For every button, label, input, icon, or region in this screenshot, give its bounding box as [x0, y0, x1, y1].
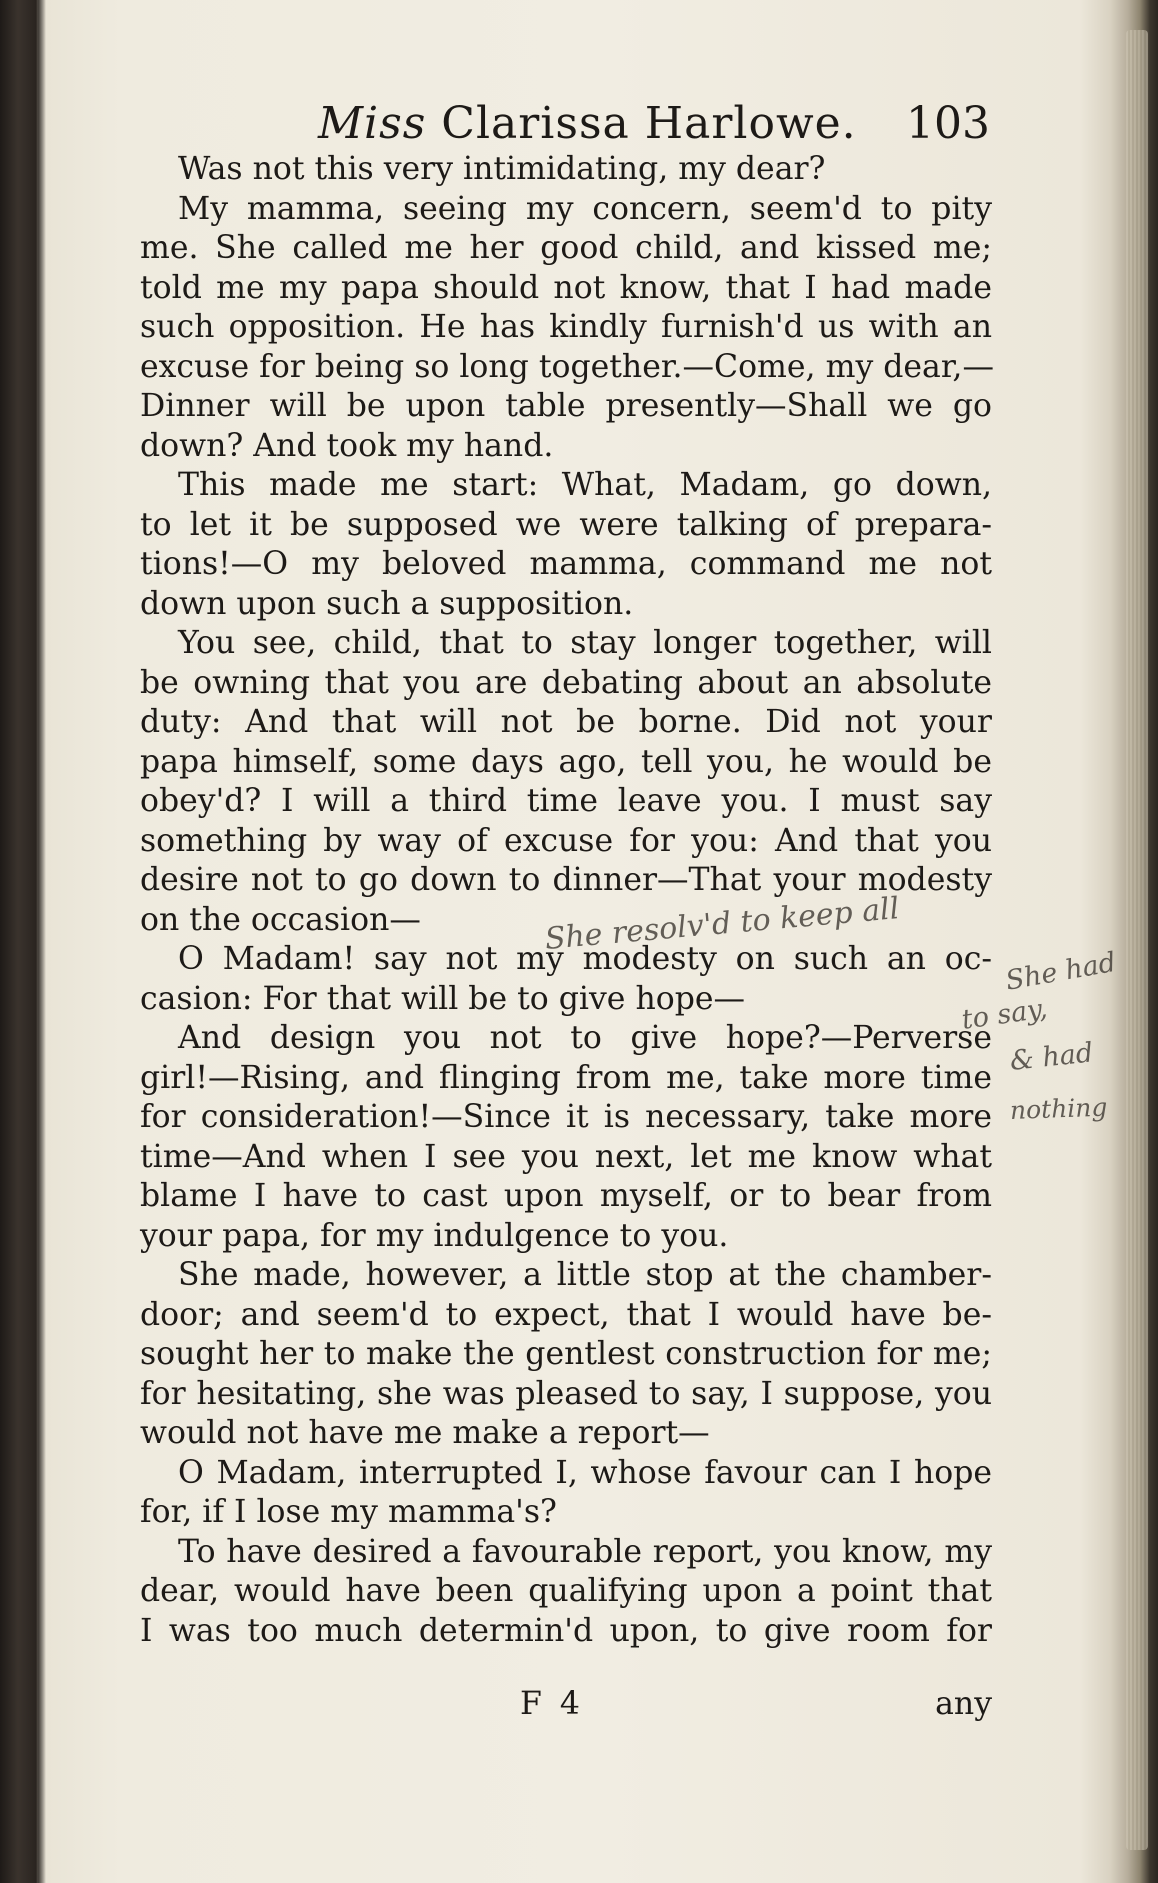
title-main: Clarissa Harlowe.	[441, 98, 857, 149]
text-line: duty: And that will not be borne. Did not your	[140, 704, 992, 740]
text-line: something by way of excuse for you: And that you	[140, 822, 992, 859]
text-line: desire not to go down to dinner—That your modesty	[140, 862, 992, 898]
text-line: on the occasion—	[140, 901, 421, 938]
text-line: blame I have to cast upon myself, or to bear from	[140, 1178, 992, 1214]
text-line: for consideration!—Since it is necessary, take more	[140, 1099, 992, 1135]
text-line: I was too much determin'd upon, to give room for	[140, 1612, 992, 1649]
text-line: Dinner will be upon table presently—Shall we go	[140, 388, 992, 424]
signature-mark: F 4	[520, 1686, 584, 1722]
text-line: your papa, for my indulgence to you.	[140, 1217, 729, 1254]
text-line: for, if I lose my mamma's?	[140, 1494, 557, 1530]
text-line: Was not this very intimidating, my dear?	[178, 151, 826, 187]
text-line: My mamma, seeing my concern, seem'd to pity	[178, 190, 992, 227]
text-line: O Madam! say not my modesty on such an oc-	[178, 941, 992, 977]
page-stack-edge	[1126, 30, 1148, 1850]
text-line: O Madam, interrupted I, whose favour can I hope	[178, 1454, 992, 1491]
handwritten-annotation: nothing	[1009, 1092, 1108, 1125]
text-line: such opposition. He has kindly furnish'd us with an	[140, 309, 992, 345]
text-line: sought her to make the gentlest construction for me;	[140, 1336, 992, 1372]
handwritten-annotation: & had	[1008, 1037, 1095, 1077]
running-header	[318, 98, 990, 158]
text-line: casion: For that will be to give hope—	[140, 980, 746, 1017]
handwritten-annotation: to say,	[959, 993, 1050, 1036]
text-line: time—And when I see you next, let me know what	[140, 1138, 992, 1175]
page-number: 103	[906, 98, 990, 149]
text-line: To have desired a favourable report, you know, my	[178, 1533, 992, 1570]
text-line: This made me start: What, Madam, go down,	[178, 467, 992, 503]
catchword: any	[935, 1686, 992, 1722]
handwritten-annotation: She resolv'd to keep all	[543, 891, 901, 957]
text-line: down? And took my hand.	[140, 427, 554, 464]
handwritten-annotation: She had	[1003, 946, 1119, 997]
running-title	[318, 98, 857, 149]
text-line: She made, however, a little stop at the chamber-	[178, 1257, 992, 1293]
gutter-shadow	[38, 0, 46, 1883]
page-footer	[140, 1686, 992, 1730]
text-line: would not have me make a report—	[140, 1415, 710, 1451]
text-line: girl!—Rising, and flinging from me, take more time	[140, 1059, 992, 1096]
text-line: And design you not to give hope?—Perverse	[178, 1020, 992, 1056]
title-prefix: Miss	[318, 98, 427, 149]
text-line: excuse for being so long together.—Come, my dear,—	[140, 348, 994, 385]
text-line: for hesitating, she was pleased to say, I suppose, you	[140, 1375, 992, 1412]
text-line: be owning that you are debating about an absolute	[140, 664, 992, 701]
text-line: obey'd? I will a third time leave you. I must say	[140, 783, 992, 819]
text-line: down upon such a supposition.	[140, 585, 634, 622]
text-line: dear, would have been qualifying upon a point that	[140, 1573, 992, 1609]
text-line: door; and seem'd to expect, that I would have be-	[140, 1296, 992, 1333]
text-line: You see, child, that to stay longer together, will	[178, 625, 992, 661]
text-line: me. She called me her good child, and kissed me;	[140, 230, 992, 266]
text-line: tions!—O my beloved mamma, command me not	[140, 546, 992, 582]
text-line: told me my papa should not know, that I had made	[140, 269, 992, 306]
text-line: papa himself, some days ago, tell you, he would be	[140, 743, 992, 780]
text-line: to let it be supposed we were talking of prepara-	[140, 506, 992, 543]
